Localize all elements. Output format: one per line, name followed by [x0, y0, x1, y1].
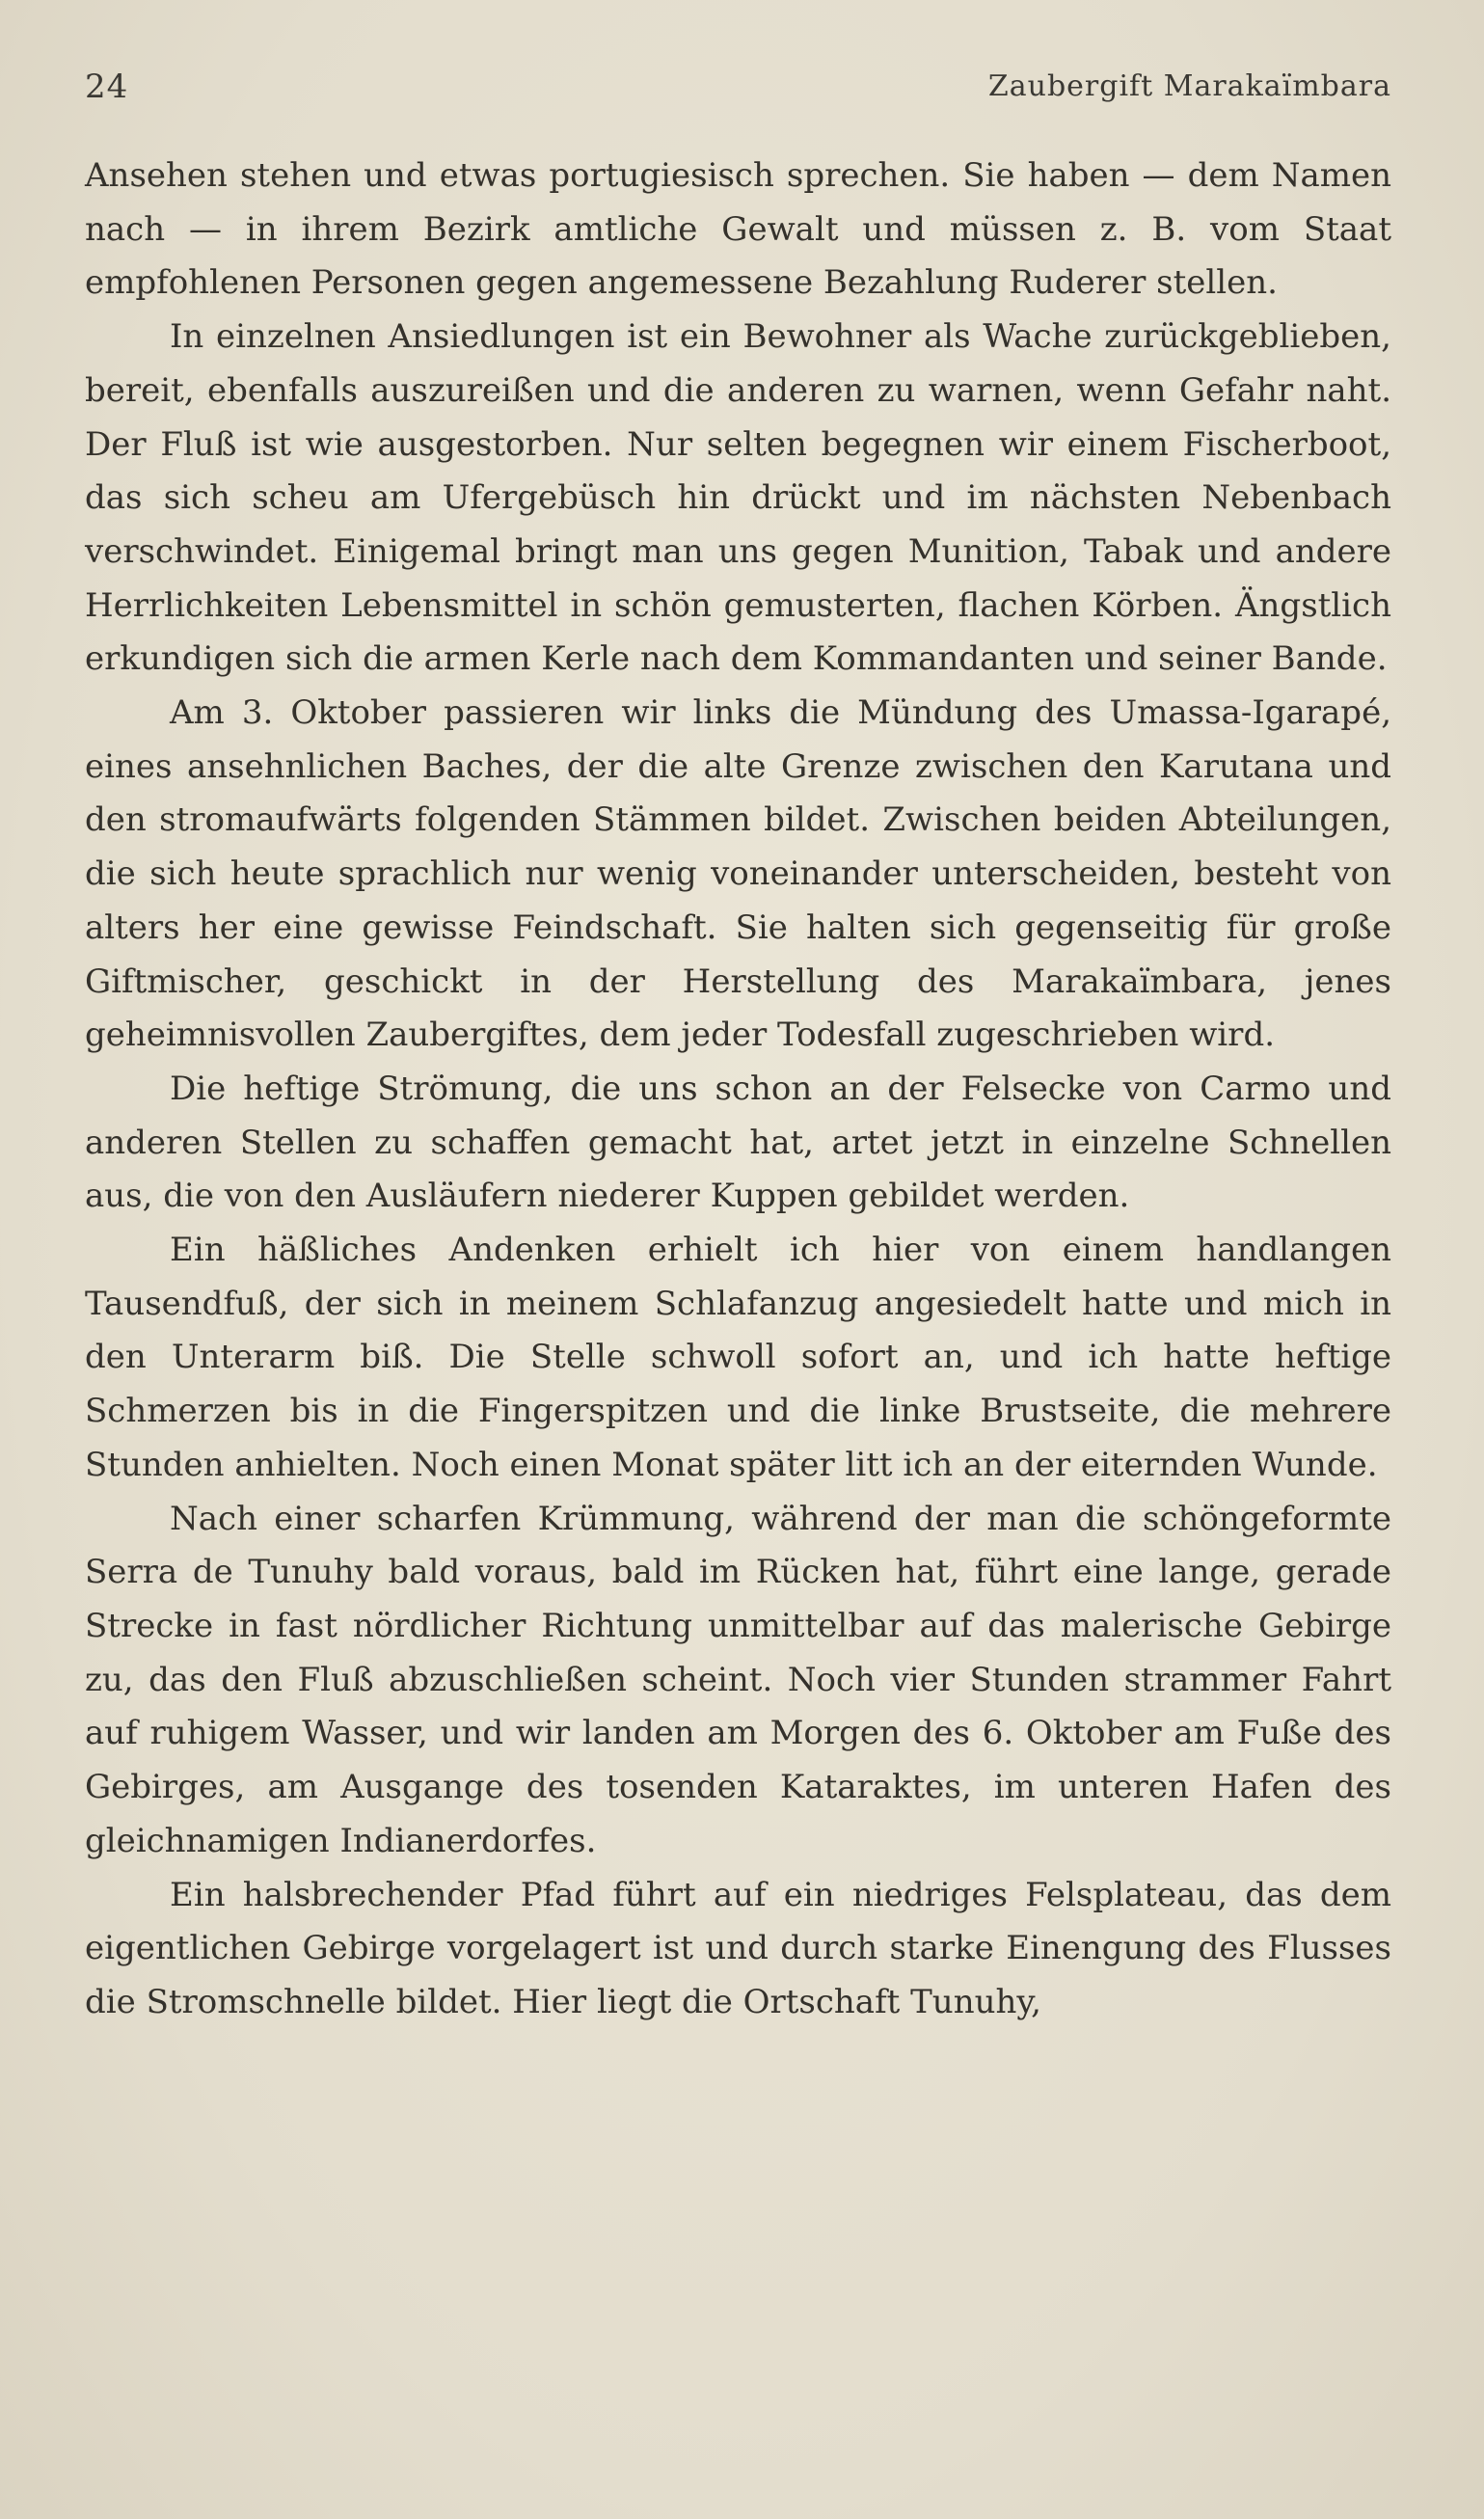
- page-number: 24: [85, 68, 129, 106]
- paragraph: Nach einer scharfen Krümmung, während der man die schöngeformte Serra de Tunuhy bald voraus, bald im Rücken hat, führt eine lange, gerade Strecke in fast nördlicher Richtung unmittelbar auf das malerische Gebirge zu, das den Fluß abzuschließen scheint. Noch vier Stunden strammer Fahrt auf ruhigem Wasser, und wir landen am Morgen des 6. Oktober am Fuße des Gebirges, am Ausgange des tosenden Kataraktes, im unteren Hafen des gleichnamigen Indianerdorfes.: [85, 1499, 1391, 1860]
- page-header: [85, 68, 1391, 116]
- paragraph: Ansehen stehen und etwas portugiesisch sprechen. Sie haben — dem Namen nach — in ihrem Bezirk amtliche Gewalt und müssen z. B. vom Staat empfohlenen Personen gegen angemessene Bezahlung Ruderer stellen.: [85, 156, 1391, 303]
- paragraph: In einzelnen Ansiedlungen ist ein Bewohner als Wache zurückgeblieben, bereit, ebenfalls auszureißen und die anderen zu warnen, wenn Gefahr naht. Der Fluß ist wie ausgestorben. Nur selten begegnen wir einem Fischerboot, das sich scheu am Ufergebüsch hin drückt und im nächsten Nebenbach verschwindet. Einigemal bringt man uns gegen Munition, Tabak und andere Herrlichkeiten Lebensmittel in schön gemusterten, flachen Körben. Ängstlich erkundigen sich die armen Kerle nach dem Kommandanten und seiner Bande.: [85, 317, 1391, 679]
- paragraph: Am 3. Oktober passieren wir links die Mündung des Umassa-Igarapé, eines ansehnlichen Baches, der die alte Grenze zwischen den Karutana und den stromaufwärts folgenden Stämmen bildet. Zwischen beiden Abteilungen, die sich heute sprachlich nur wenig voneinander unterscheiden, besteht von alters her eine gewisse Feindschaft. Sie halten sich gegenseitig für große Giftmischer, geschickt in der Herstellung des Marakaïmbara, jenes geheimnisvollen Zaubergiftes, dem jeder Todesfall zugeschrieben wird.: [85, 693, 1391, 1055]
- paragraph: Ein häßliches Andenken erhielt ich hier von einem handlangen Tausendfuß, der sich in meinem Schlafanzug angesiedelt hatte und mich in den Unterarm biß. Die Stelle schwoll sofort an, und ich hatte heftige Schmerzen bis in die Fingerspitzen und die linke Brustseite, die mehrere Stunden anhielten. Noch einen Monat später litt ich an der eiternden Wunde.: [85, 1231, 1391, 1484]
- body-text: [85, 149, 1391, 2030]
- running-head: Zaubergift Marakaïmbara: [987, 69, 1391, 103]
- paragraph: Ein halsbrechender Pfad führt auf ein niedriges Felsplateau, das dem eigentlichen Gebirge vorgelagert ist und durch starke Einengung des Flusses die Stromschnelle bildet. Hier liegt die Ortschaft Tunuhy,: [85, 1875, 1391, 2021]
- paragraph: Die heftige Strömung, die uns schon an der Felsecke von Carmo und anderen Stellen zu schaffen gemacht hat, artet jetzt in einzelne Schnellen aus, die von den Ausläufern niederer Kuppen gebildet werden.: [85, 1069, 1391, 1216]
